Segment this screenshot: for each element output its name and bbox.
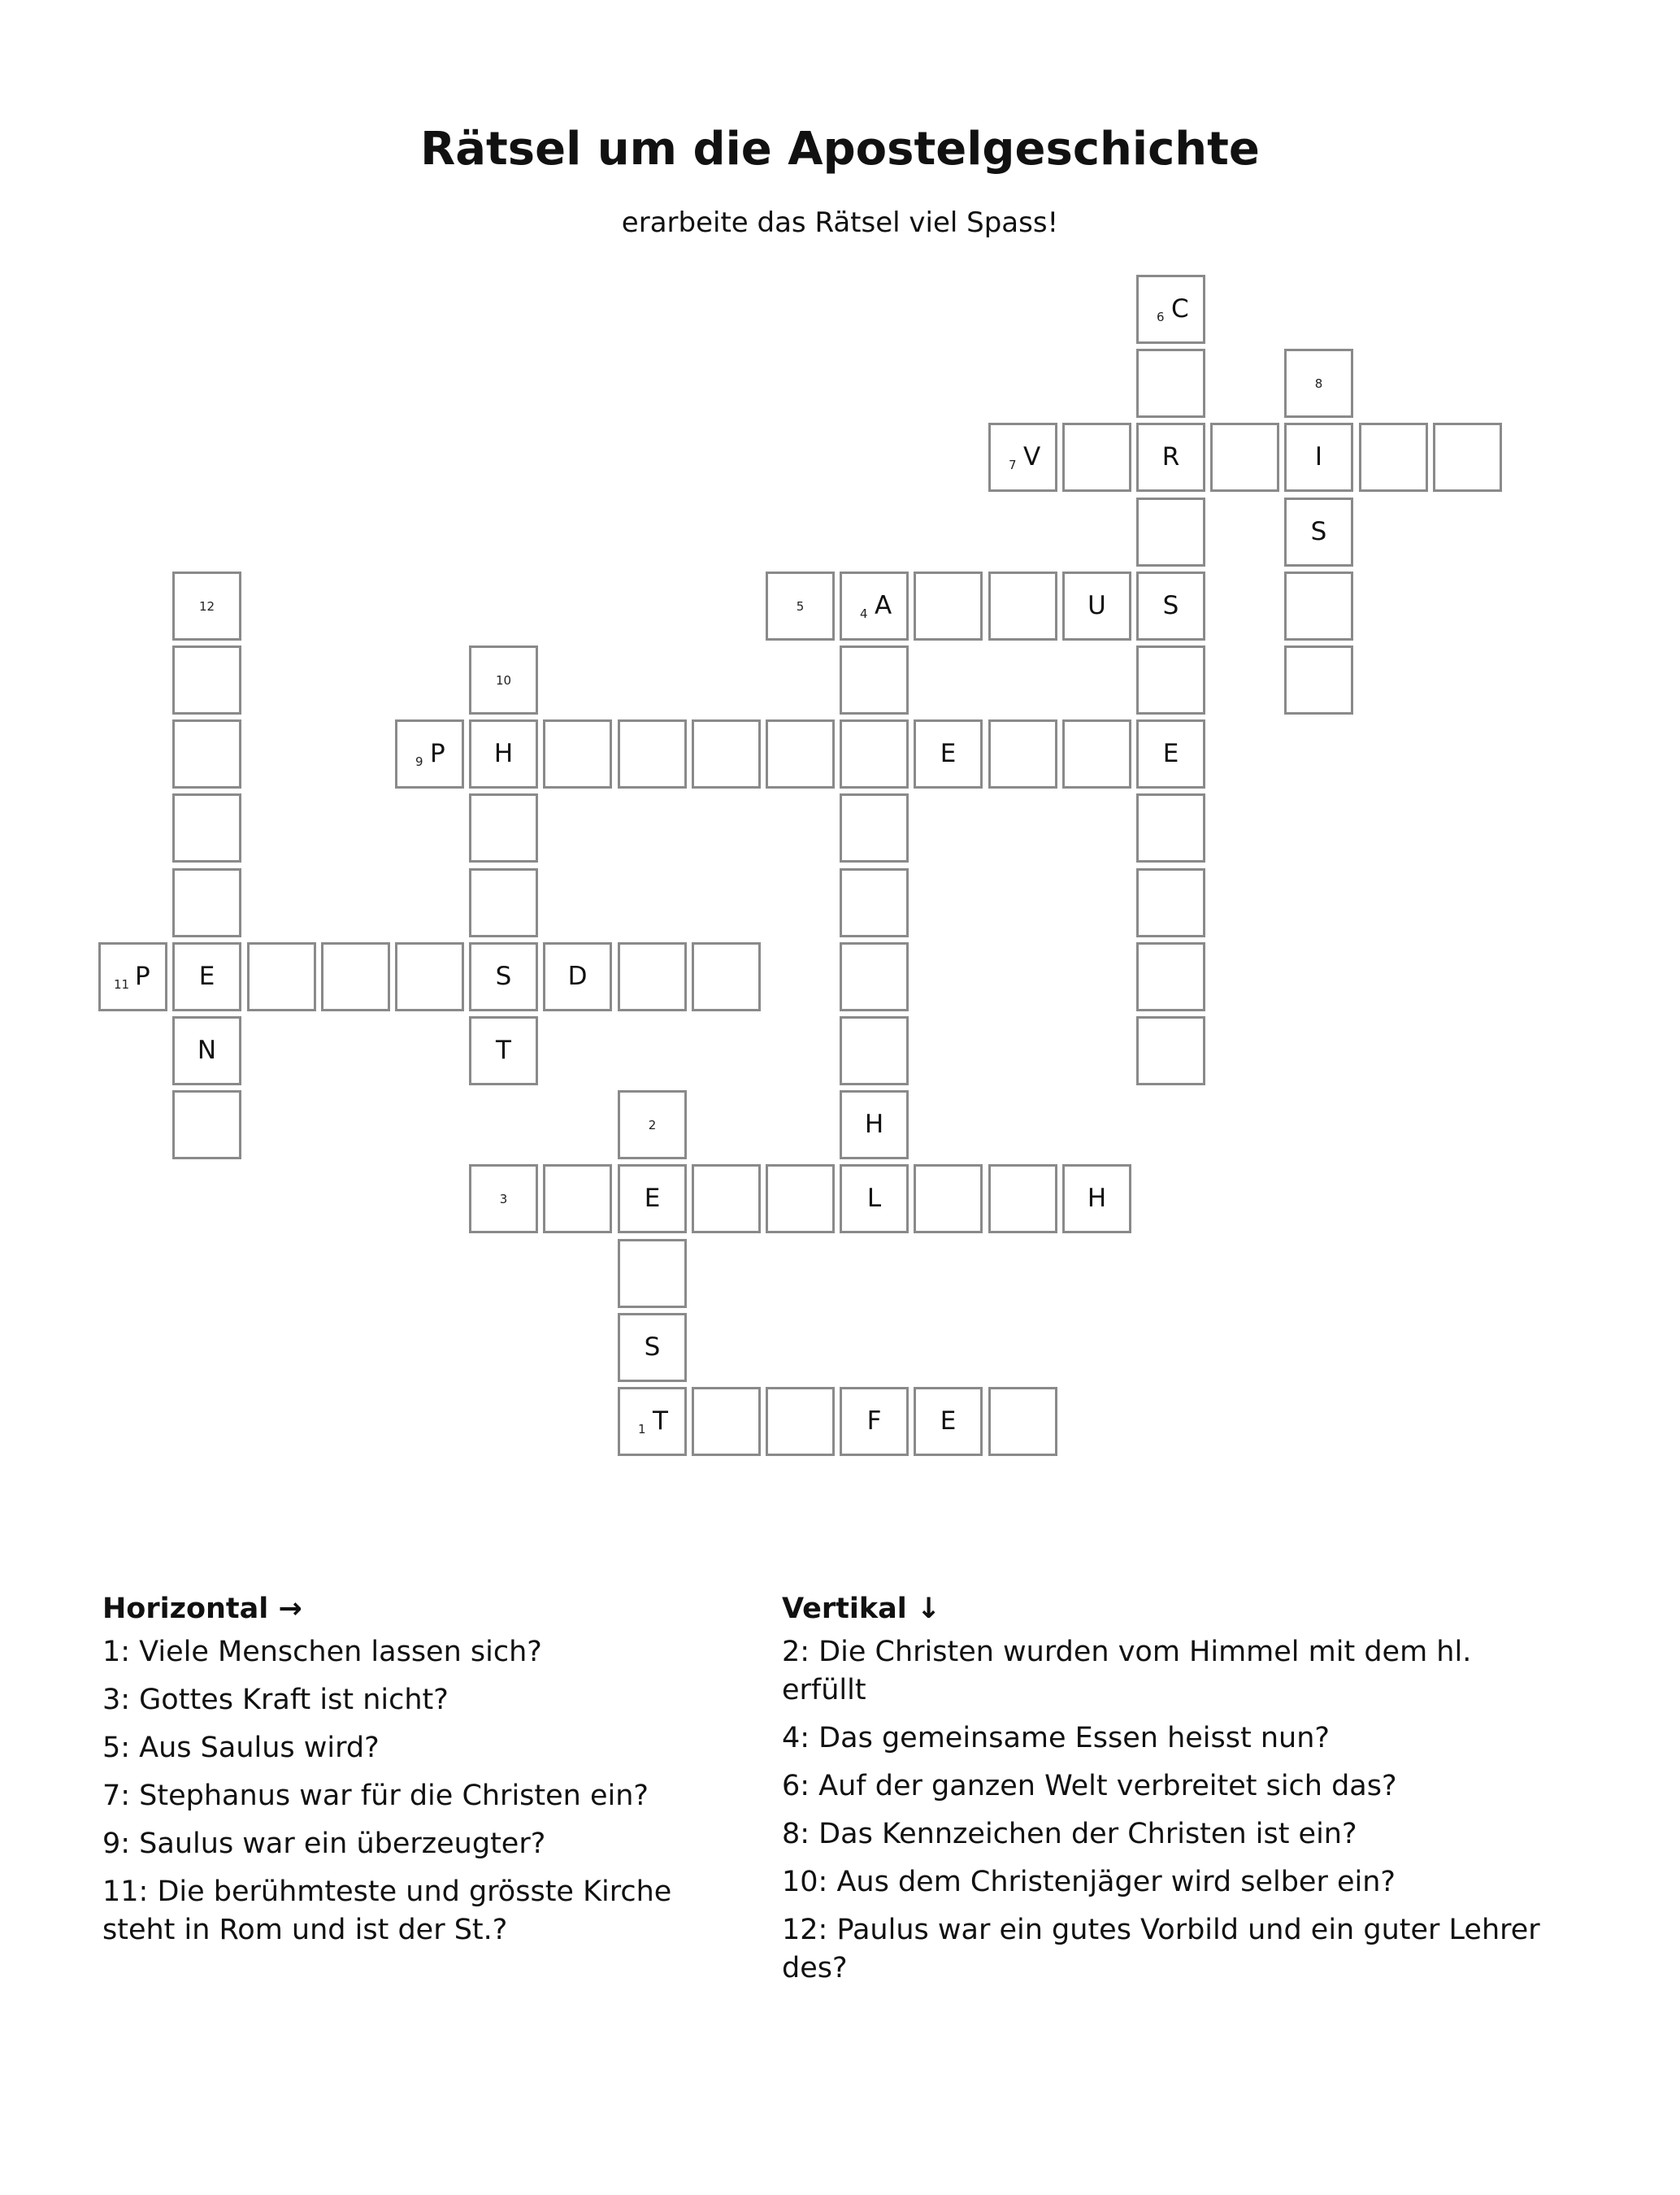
crossword-cell[interactable] <box>1062 719 1131 789</box>
crossword-cell[interactable] <box>469 645 538 715</box>
cell-letter: S <box>495 962 512 991</box>
cell-letter: P <box>430 739 445 768</box>
clue-horizontal-3: 3: Gottes Kraft ist nicht? <box>102 1684 449 1716</box>
crossword-cell[interactable] <box>914 719 983 789</box>
cell-letter: H <box>493 739 514 768</box>
crossword-cell[interactable] <box>172 572 241 641</box>
page-title: Rätsel um die Apostelgeschichte <box>420 123 1260 176</box>
page-subtitle: erarbeite das Rätsel viel Spass! <box>621 206 1059 239</box>
crossword-cell[interactable] <box>247 942 316 1011</box>
crossword-cell[interactable] <box>840 793 909 863</box>
crossword-cell[interactable] <box>618 1239 687 1308</box>
crossword-cell[interactable] <box>618 1164 687 1233</box>
clue-number: 5 <box>796 599 805 614</box>
cell-letter: H <box>864 1110 884 1139</box>
crossword-cell[interactable] <box>618 1090 687 1159</box>
crossword-cell[interactable] <box>840 719 909 789</box>
crossword-cell[interactable] <box>914 1387 983 1456</box>
crossword-cell[interactable] <box>618 942 687 1011</box>
crossword-cell[interactable] <box>988 423 1057 492</box>
cell-letter: S <box>644 1332 661 1362</box>
crossword-cell[interactable] <box>1136 942 1205 1011</box>
crossword-cell[interactable] <box>1284 498 1353 567</box>
cell-letter: P <box>135 962 150 991</box>
crossword-cell[interactable] <box>172 1016 241 1085</box>
clue-vertical-8: 8: Das Kennzeichen der Christen ist ein? <box>782 1818 1357 1850</box>
clue-horizontal-5: 5: Aus Saulus wird? <box>102 1732 380 1764</box>
crossword-cell[interactable] <box>395 942 464 1011</box>
cell-letter: E <box>940 1406 957 1436</box>
clue-number: 3 <box>499 1192 508 1206</box>
crossword-cell[interactable] <box>618 1313 687 1382</box>
cell-letter: E <box>1162 739 1179 768</box>
crossword-cell[interactable] <box>1136 719 1205 789</box>
crossword-cell[interactable] <box>1136 645 1205 715</box>
crossword-cell[interactable] <box>840 572 909 641</box>
crossword-cell[interactable] <box>840 942 909 1011</box>
cell-letter: H <box>1087 1184 1107 1213</box>
crossword-cell[interactable] <box>1284 645 1353 715</box>
crossword-cell[interactable] <box>172 719 241 789</box>
crossword-cell[interactable] <box>321 942 390 1011</box>
crossword-cell[interactable] <box>766 1387 835 1456</box>
crossword-cell[interactable] <box>1433 423 1502 492</box>
clue-horizontal-9: 9: Saulus war ein überzeugter? <box>102 1828 546 1860</box>
clue-number: 8 <box>1314 376 1323 391</box>
cell-letter: T <box>496 1036 511 1065</box>
clue-number: 2 <box>648 1118 657 1132</box>
crossword-cell[interactable] <box>840 1090 909 1159</box>
cell-letter: S <box>1162 591 1179 620</box>
crossword-cell[interactable] <box>840 868 909 937</box>
clue-horizontal-11: 11: Die berühmteste und grösste Kirche steht in Rom und ist der St.? <box>102 1876 672 1946</box>
cell-letter: V <box>1023 442 1041 472</box>
crossword-cell[interactable] <box>469 942 538 1011</box>
crossword-cell[interactable] <box>1062 572 1131 641</box>
crossword-cell[interactable] <box>543 942 612 1011</box>
crossword-cell[interactable] <box>1359 423 1428 492</box>
cell-letter: E <box>198 962 215 991</box>
crossword-cell[interactable] <box>692 942 761 1011</box>
crossword-cell[interactable] <box>1136 498 1205 567</box>
crossword-cell[interactable] <box>692 719 761 789</box>
clue-number: 1 <box>638 1422 646 1437</box>
crossword-cell[interactable] <box>914 572 983 641</box>
crossword-cell[interactable] <box>1136 349 1205 418</box>
clue-number: 4 <box>860 606 868 621</box>
crossword-cell[interactable] <box>766 572 835 641</box>
crossword-cell[interactable] <box>172 793 241 863</box>
cell-letter: E <box>644 1184 661 1213</box>
clue-number: 9 <box>415 754 423 769</box>
crossword-cell[interactable] <box>98 942 167 1011</box>
clue-vertical-2: 2: Die Christen wurden vom Himmel mit dem hl. erfüllt <box>782 1636 1472 1706</box>
vertical-heading: Vertikal ↓ <box>782 1593 941 1625</box>
crossword-cell[interactable] <box>840 1387 909 1456</box>
cell-letter: N <box>197 1036 217 1065</box>
cell-letter: L <box>866 1184 882 1213</box>
crossword-cell[interactable] <box>172 868 241 937</box>
horizontal-clues <box>102 1585 753 1959</box>
crossword-cell[interactable] <box>1062 423 1131 492</box>
crossword-cell[interactable] <box>988 719 1057 789</box>
cell-letter: T <box>653 1406 668 1436</box>
crossword-cell[interactable] <box>1210 423 1279 492</box>
clue-vertical-10: 10: Aus dem Christenjäger wird selber ein? <box>782 1866 1396 1898</box>
crossword-cell[interactable] <box>766 719 835 789</box>
crossword-cell[interactable] <box>469 1016 538 1085</box>
crossword-cell[interactable] <box>469 1164 538 1233</box>
crossword-cell[interactable] <box>1284 572 1353 641</box>
crossword-cell[interactable] <box>172 645 241 715</box>
crossword-cell[interactable] <box>840 645 909 715</box>
crossword-cell[interactable] <box>988 1164 1057 1233</box>
crossword-cell[interactable] <box>1136 868 1205 937</box>
clue-number: 7 <box>1009 458 1017 472</box>
clue-number: 6 <box>1157 310 1165 324</box>
cell-letter: S <box>1310 517 1327 546</box>
crossword-cell[interactable] <box>1284 423 1353 492</box>
crossword-cell[interactable] <box>988 572 1057 641</box>
crossword-cell[interactable] <box>914 1164 983 1233</box>
cell-letter: R <box>1161 442 1180 472</box>
crossword-cell[interactable] <box>543 719 612 789</box>
crossword-cell[interactable] <box>1136 1016 1205 1085</box>
clue-horizontal-7: 7: Stephanus war für die Christen ein? <box>102 1780 649 1812</box>
cell-letter: A <box>875 591 892 620</box>
cell-letter: U <box>1087 591 1106 620</box>
crossword-cell[interactable] <box>1062 1164 1131 1233</box>
crossword-cell[interactable] <box>692 1164 761 1233</box>
crossword-cell[interactable] <box>1136 793 1205 863</box>
crossword-cell[interactable] <box>840 1164 909 1233</box>
vertical-clues <box>782 1585 1562 1997</box>
clue-horizontal-1: 1: Viele Menschen lassen sich? <box>102 1636 542 1668</box>
crossword-cell[interactable] <box>469 868 538 937</box>
clue-vertical-4: 4: Das gemeinsame Essen heisst nun? <box>782 1722 1330 1754</box>
crossword-cell[interactable] <box>395 719 464 789</box>
crossword-cell[interactable] <box>1136 275 1205 344</box>
crossword-cell[interactable] <box>988 1387 1057 1456</box>
clue-number: 10 <box>495 673 512 688</box>
crossword-cell[interactable] <box>543 1164 612 1233</box>
cell-letter: C <box>1171 294 1189 324</box>
crossword-cell[interactable] <box>1284 349 1353 418</box>
cell-letter: I <box>1314 442 1323 472</box>
clue-vertical-6: 6: Auf der ganzen Welt verbreitet sich das? <box>782 1770 1397 1802</box>
crossword-cell[interactable] <box>692 1387 761 1456</box>
crossword-cell[interactable] <box>172 1090 241 1159</box>
crossword-cell[interactable] <box>1136 423 1205 492</box>
horizontal-heading: Horizontal → <box>102 1593 302 1625</box>
crossword-cell[interactable] <box>766 1164 835 1233</box>
clue-vertical-12: 12: Paulus war ein gutes Vorbild und ein guter Lehrer des? <box>782 1914 1540 1984</box>
crossword-cell[interactable] <box>840 1016 909 1085</box>
crossword-cell[interactable] <box>618 1387 687 1456</box>
cell-letter: F <box>866 1406 882 1436</box>
cell-letter: E <box>940 739 957 768</box>
cell-letter: D <box>567 962 588 991</box>
clue-number: 11 <box>114 977 130 992</box>
clue-number: 12 <box>198 599 215 614</box>
crossword-cell[interactable] <box>469 793 538 863</box>
crossword-cell[interactable] <box>618 719 687 789</box>
crossword-cell[interactable] <box>1136 572 1205 641</box>
crossword-cell[interactable] <box>172 942 241 1011</box>
crossword-cell[interactable] <box>469 719 538 789</box>
